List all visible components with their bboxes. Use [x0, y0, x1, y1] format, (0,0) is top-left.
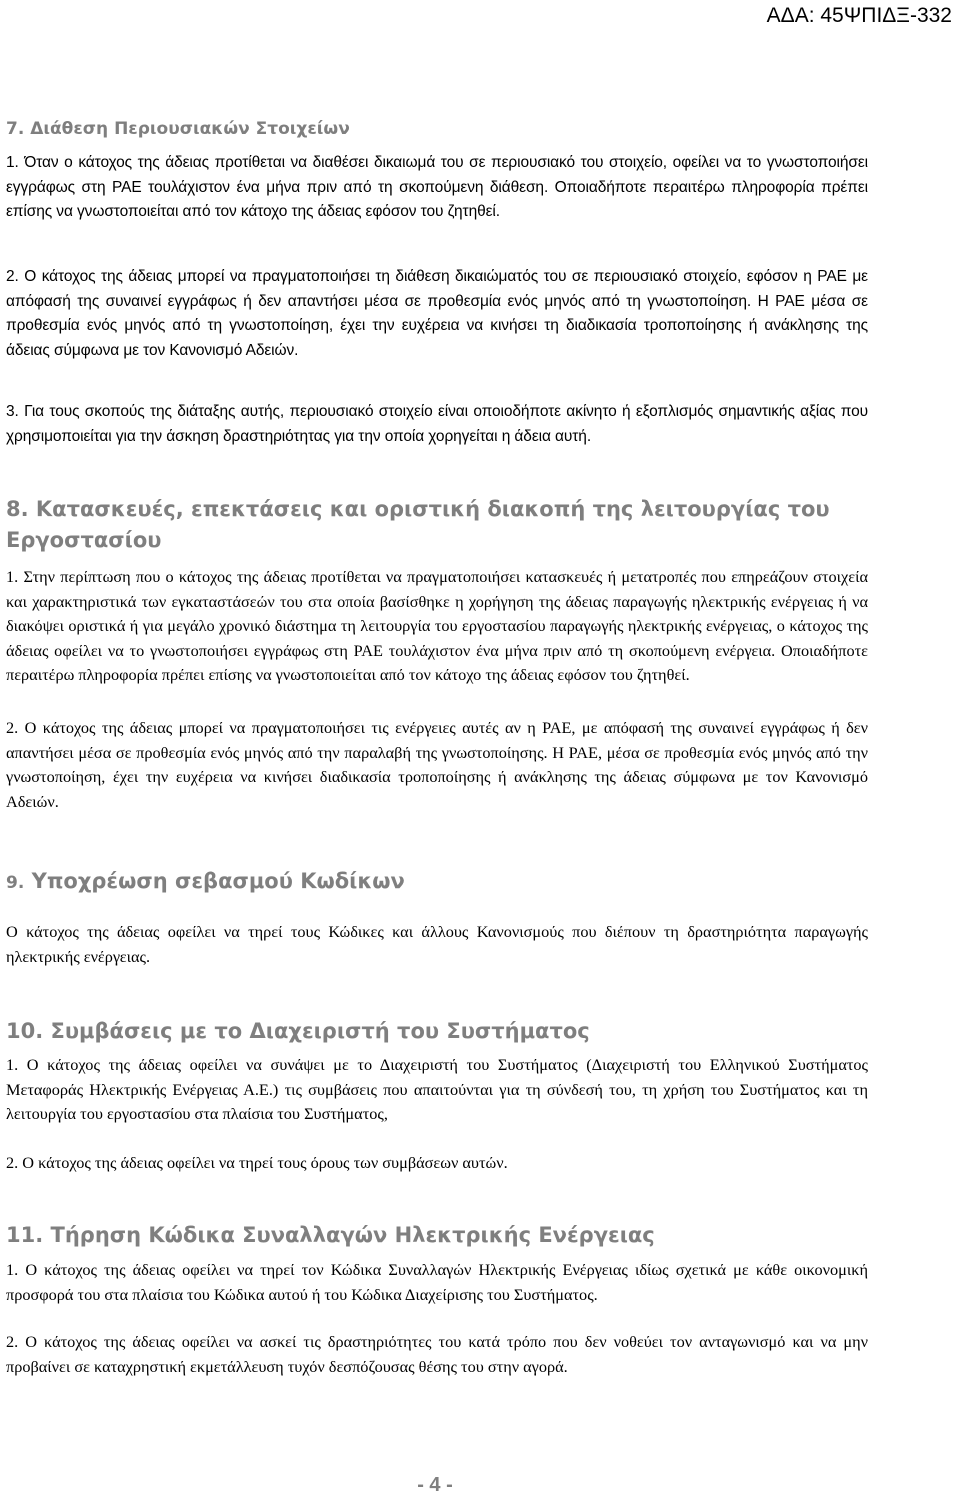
- section-9-title-text: Υποχρέωση σεβασμού Κωδίκων: [24, 869, 405, 893]
- section-7-paragraph-2: 2. Ο κάτοχος της άδειας μπορεί να πραγματοποιήσει τη διάθεση δικαιώματός του σε περιουσιακό στοιχείο, εφόσον η ΡΑΕ με απόφασή της συναινεί εγγράφως ή δεν απαντήσει μέσα σε προθεσμία ενός μηνός από τη γνωστοποίηση. Η ΡΑΕ μέσα σε προθεσμία ενός μηνός από τη γνωστοποίηση, έχει την ευχέρεια να κινήσει τη διαδικασία τροποποίησης ή ανάκλησης της άδειας σύμφωνα με τον Κανονισμό Αδειών.: [6, 268, 868, 359]
- section-7-paragraph-3: 3. Για τους σκοπούς της διάταξης αυτής, περιουσιακό στοιχείο είναι οποιοδήποτε ακίνητο ή εξοπλισμός σημαντικής αξίας που χρησιμοποιείται για την άσκηση δραστηριότητας για την οποία χορηγείται η άδεια αυτή.: [6, 403, 868, 445]
- section-10-title: 10. Συμβάσεις με το Διαχειριστή του Συστήματος: [6, 1019, 590, 1043]
- page-number: - 4 -: [417, 1474, 453, 1496]
- section-9-number: 9.: [6, 873, 25, 893]
- section-10-paragraph-1: 1. Ο κάτοχος της άδειας οφείλει να συνάψει με το Διαχειριστή του Συστήματος (Διαχειριστή του Ελληνικού Συστήματος Μεταφοράς Ηλεκτρικής Ενέργειας Α.Ε.) τις συμβάσεις που απαιτούνται για τη σύνδεσή του, τη χρήση του Συστήματος και τη λειτουργία του εργοστασίου στα πλαίσια του Συστήματος,: [6, 1055, 868, 1123]
- section-7-paragraph-1: 1. Όταν ο κάτοχος της άδειας προτίθεται να διαθέσει δικαιωμά του σε περιουσιακό του στοιχείο, οφείλει να το γνωστοποιήσει εγγράφως στη ΡΑΕ τουλάχιστον ένα μήνα πριν από τη σκοπούμενη διάθεση. Οποιαδήποτε περαιτέρω πληροφορία πρέπει επίσης να γνωστοποιείται από τον κάτοχο της άδειας εφόσον του ζητηθεί.: [6, 154, 868, 220]
- section-9-paragraph-1: Ο κάτοχος της άδειας οφείλει να τηρεί τους Κώδικες και άλλους Κανονισμούς που διέπουν τη δραστηριότητα παραγωγής ηλεκτρικής ενέργειας.: [6, 922, 868, 966]
- section-7-title: 7. Διάθεση Περιουσιακών Στοιχείων: [6, 119, 350, 139]
- section-8-paragraph-2: 2. Ο κάτοχος της άδειας μπορεί να πραγματοποιήσει τις ενέργειες αυτές αν η ΡΑΕ, με απόφασή της συναινεί εγγράφως ή δεν απαντήσει μέσα σε προθεσμία ενός μηνός από την παραλαβή της γνωστοποίησης. Η ΡΑΕ, μέσα σε προθεσμία ενός μηνός από την γνωστοποίηση, έχει την ευχέρεια να κινήσει διαδικασία τροποποίησης ή ανάκλησης της άδειας σύμφωνα με τον Κανονισμό Αδειών.: [6, 718, 868, 811]
- section-8-paragraph-1: 1. Στην περίπτωση που ο κάτοχος της άδειας προτίθεται να πραγματοποιήσει κατασκευές ή μετατροπές που επηρεάζουν στοιχεία και χαρακτηριστικά των εγκαταστάσεών του στα οποία βασίσθηκε η χορήγηση της άδειας παραγωγής ηλεκτρικής ενέργειας ή να διακόψει οριστικά ή για μεγάλο χρονικό διάστημα τη λειτουργία του εργοστασίου παραγωγής ηλεκτρικής ενέργειας, ο κάτοχος της άδειας οφείλει να το γνωστοποιήσει εγγράφως στη ΡΑΕ τουλάχιστον ένα μήνα πριν από τη σκοπούμενη ενέργεια. Οποιαδήποτε περαιτέρω πληροφορία πρέπει επίσης να γνωστοποιείται από τον κάτοχο της άδειας εφόσον του ζητηθεί.: [6, 567, 868, 684]
- ada-code: ΑΔΑ: 45ΨΠΙΔΞ-332: [766, 4, 952, 27]
- section-8-title: 8. Κατασκευές, επεκτάσεις και οριστική διακοπή της λειτουργίας του Εργοστασίου: [6, 497, 830, 552]
- section-10-paragraph-2: 2. Ο κάτοχος της άδειας οφείλει να τηρεί τους όρους των συμβάσεων αυτών.: [6, 1153, 508, 1172]
- section-11-paragraph-1: 1. Ο κάτοχος της άδειας οφείλει να τηρεί τον Κώδικα Συναλλαγών Ηλεκτρικής Ενέργειας ιδίως σχετικά με κάθε οικονομική προσφορά του στα πλαίσια του Κώδικα αυτού ή του Κώδικα Διαχείρισης του Συστήματος.: [6, 1260, 868, 1304]
- section-11-title: 11. Τήρηση Κώδικα Συναλλαγών Ηλεκτρικής Ενέργειας: [6, 1223, 655, 1247]
- section-11-paragraph-2: 2. Ο κάτοχος της άδειας οφείλει να ασκεί τις δραστηριότητες του κατά τρόπο που δεν νοθεύει τον ανταγωνισμό και να μην προβαίνει σε καταχρηστική εκμετάλλευση τυχόν δεσπόζουσας θέσης του στην αγορά.: [6, 1332, 868, 1376]
- section-9-title: [6, 869, 405, 893]
